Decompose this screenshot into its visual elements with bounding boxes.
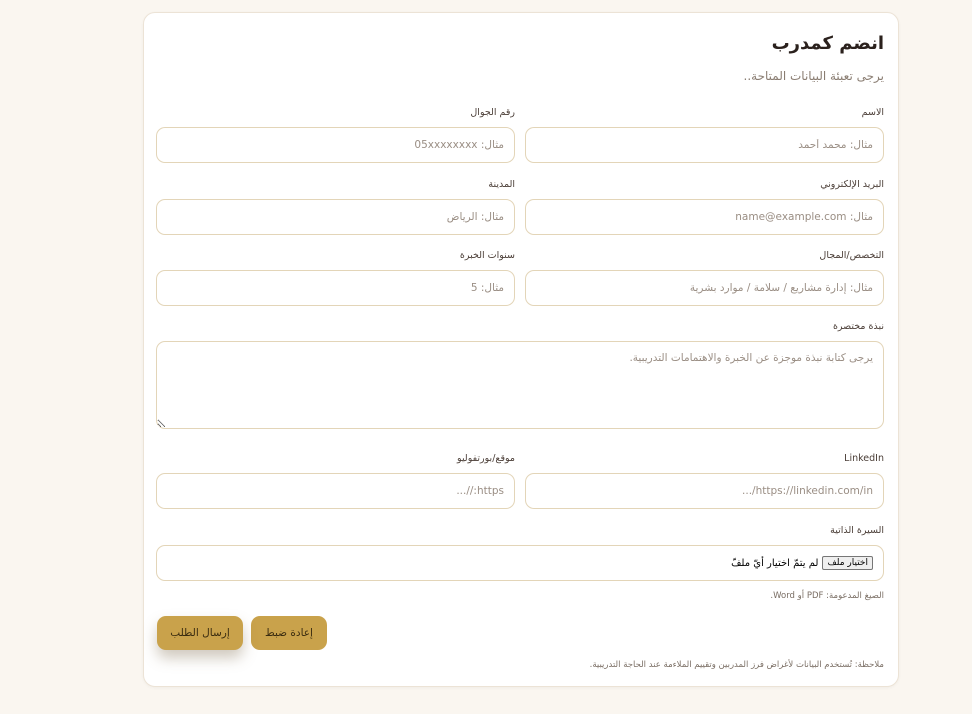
reset-button[interactable]: إعادة ضبط [251,616,327,650]
cv-file-input[interactable] [156,545,884,581]
form-subtitle: يرجى تعبئة البيانات المتاحة.. [743,69,884,83]
phone-input[interactable] [156,127,515,163]
specialty-label: التخصص/المجال [819,250,884,261]
email-input[interactable] [525,199,884,235]
linkedin-label: LinkedIn [844,453,884,464]
name-input[interactable] [525,127,884,163]
formats-hint: الصيغ المدعومة: PDF أو Word. [770,591,884,601]
city-input[interactable] [156,199,515,235]
bio-label: نبذة مختصرة [832,321,884,332]
name-label: الاسم [861,107,884,118]
experience-input[interactable] [156,270,515,306]
privacy-note: ملاحظة: تُستخدم البيانات لأغراض فرز المدربين وتقييم الملاءمة عند الحاجة التدريبية. [589,660,884,670]
bio-textarea[interactable] [156,341,884,429]
phone-label: رقم الجوال [470,107,515,118]
experience-label: سنوات الخبرة [459,250,515,261]
email-label: البريد الإلكتروني [820,179,884,190]
city-label: المدينة [488,179,515,190]
form-title: انضم كمدرب [771,33,884,54]
portfolio-input[interactable] [156,473,515,509]
specialty-input[interactable] [525,270,884,306]
linkedin-input[interactable] [525,473,884,509]
submit-button[interactable]: إرسال الطلب [157,616,243,650]
file-status-text: لم يتمّ اختيار أيّ ملفّ [731,557,819,569]
choose-file-button[interactable]: اختيار ملف [822,556,873,570]
cv-label: السيرة الذاتية [830,525,884,536]
trainer-form-card [143,12,899,687]
portfolio-label: موقع/بورتفوليو [457,453,515,464]
